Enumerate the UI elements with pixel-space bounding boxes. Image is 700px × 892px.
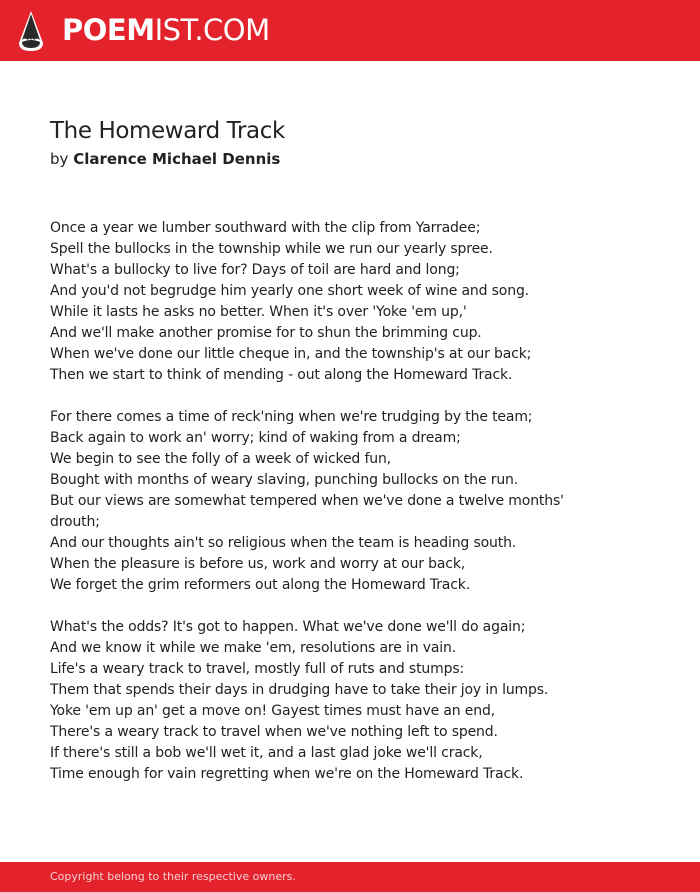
author-name[interactable]: Clarence Michael Dennis	[73, 150, 281, 168]
poem-line: Once a year we lumber southward with the clip from Yarradee;	[50, 220, 481, 236]
pencil-icon[interactable]	[18, 10, 44, 52]
stanza	[50, 617, 650, 785]
byline	[50, 149, 280, 169]
poem-line: Spell the bullocks in the township while we run our yearly spree.	[50, 241, 493, 257]
poem-line: Back again to work an' worry; kind of waking from a dream;	[50, 430, 461, 446]
site-footer	[0, 862, 700, 892]
brand-light: IST.COM	[154, 13, 270, 47]
copyright-text: Copyright belong to their respective owners.	[50, 870, 296, 883]
site-logo-text[interactable]	[62, 13, 270, 47]
poem-line: When the pleasure is before us, work and worry at our back,	[50, 556, 466, 572]
poem-line: Them that spends their days in drudging have to take their joy in lumps.	[50, 682, 549, 698]
poem-line: We begin to see the folly of a week of wicked fun,	[50, 451, 391, 467]
poem-line: Life's a weary track to travel, mostly full of ruts and stumps:	[50, 661, 465, 677]
stanza	[50, 218, 650, 386]
poem-line: And we'll make another promise for to shun the brimming cup.	[50, 325, 482, 341]
poem-line: For there comes a time of reck'ning when we're trudging by the team;	[50, 409, 533, 425]
brand-bold: POEM	[62, 13, 155, 47]
poem-line: While it lasts he asks no better. When it's over 'Yoke 'em up,'	[50, 304, 467, 320]
poem-line: What's a bullocky to live for? Days of toil are hard and long;	[50, 262, 460, 278]
poem-line: We forget the grim reformers out along the Homeward Track.	[50, 577, 471, 593]
poem-body	[50, 218, 650, 806]
stanza	[50, 407, 650, 596]
poem-line: What's the odds? It's got to happen. What we've done we'll do again;	[50, 619, 526, 635]
poem-line: Bought with months of weary slaving, punching bullocks on the run.	[50, 472, 519, 488]
poem-line: Time enough for vain regretting when we're on the Homeward Track.	[50, 766, 524, 782]
by-label: by	[50, 150, 69, 168]
poem-line: If there's still a bob we'll wet it, and a last glad joke we'll crack,	[50, 745, 483, 761]
poem-line: There's a weary track to travel when we've nothing left to spend.	[50, 724, 498, 740]
poem-line: And you'd not begrudge him yearly one short week of wine and song.	[50, 283, 529, 299]
poem-line: And we know it while we make 'em, resolutions are in vain.	[50, 640, 457, 656]
poem-title: The Homeward Track	[50, 118, 285, 144]
poem-line: drouth;	[50, 514, 100, 530]
poem-line: But our views are somewhat tempered when we've done a twelve months'	[50, 493, 564, 509]
poem-line: And our thoughts ain't so religious when the team is heading south.	[50, 535, 517, 551]
poem-line: Then we start to think of mending - out along the Homeward Track.	[50, 367, 513, 383]
site-header	[0, 0, 700, 61]
poem-line: Yoke 'em up an' get a move on! Gayest times must have an end,	[50, 703, 496, 719]
poem-line: When we've done our little cheque in, and the township's at our back;	[50, 346, 532, 362]
